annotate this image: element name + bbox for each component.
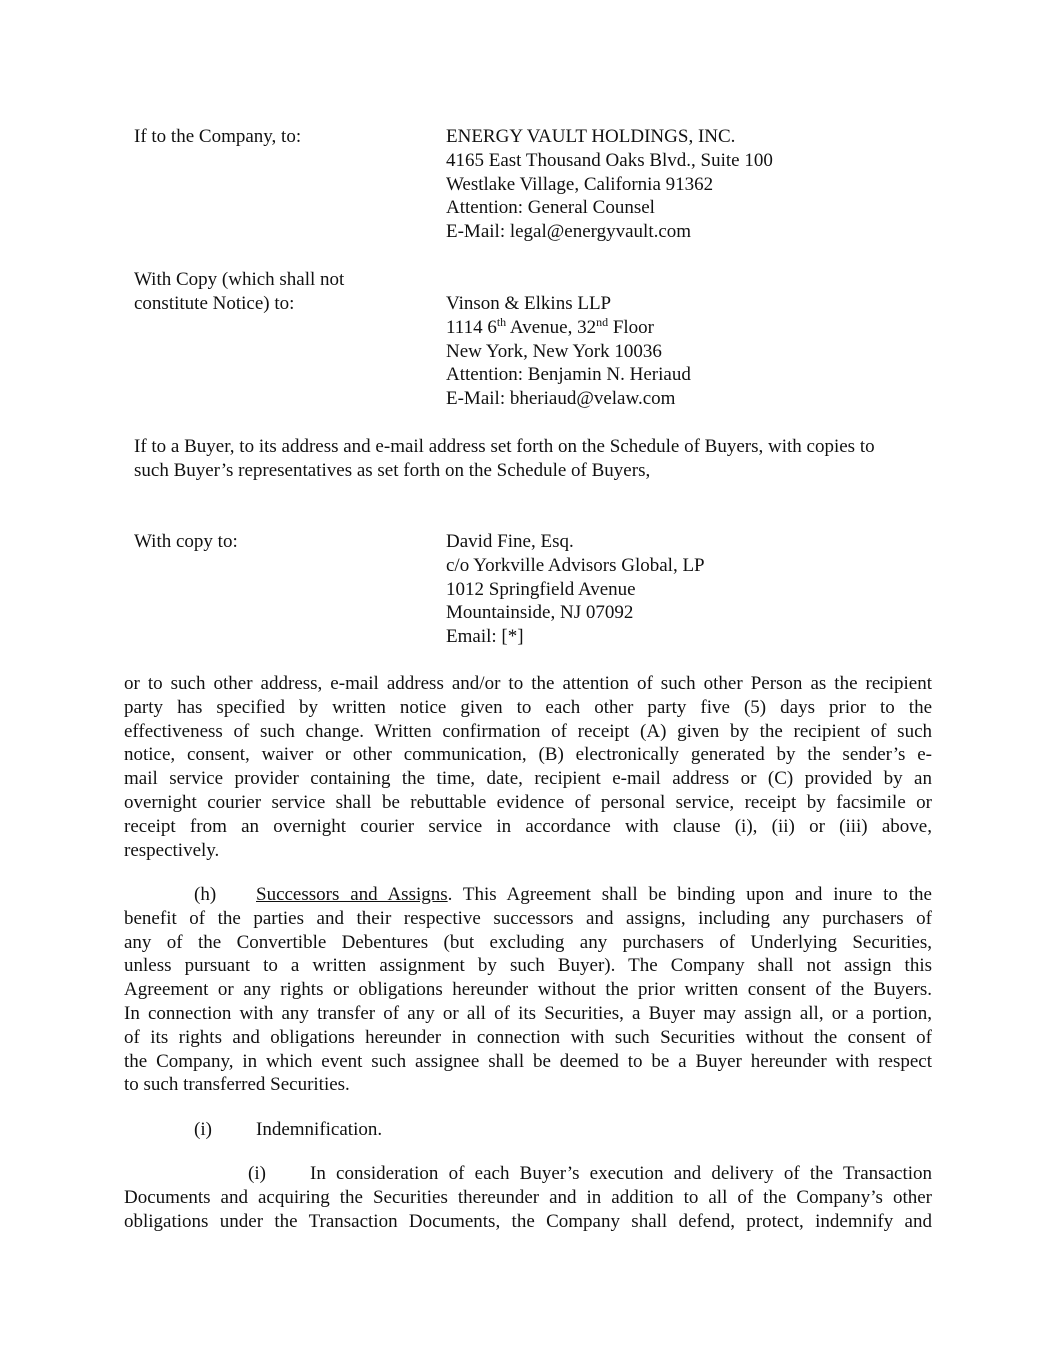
company-street: 4165 East Thousand Oaks Blvd., Suite 100 [446, 149, 773, 171]
company-name: ENERGY VAULT HOLDINGS, INC. [446, 126, 736, 147]
buyer-copy-company: c/o Yorkville Advisors Global, LP [446, 554, 705, 576]
company-copy-label [134, 268, 344, 316]
copy-email: E-Mail: bheriaud@velaw.com [446, 388, 676, 410]
copy-street: 1114 6th Avenue, 32nd Floor [446, 314, 655, 338]
company-address-block [446, 125, 773, 244]
paragraph-line: Documents and acquiring the Securities thereunder and in addition to all of the Company’s other [124, 1186, 932, 1208]
paragraph-line: party has specified by written notice given to each other party five (5) days prior to the [124, 696, 932, 718]
paragraph-line: effectiveness of such change. Written confirmation of receipt (A) given by the recipient of such [124, 720, 932, 742]
section-i-heading: Indemnification. [256, 1119, 383, 1140]
paragraph-line: of its rights and obligations hereunder in connection with such Securities without the consent of [124, 1026, 932, 1048]
paragraph-line: to such transferred Securities. [124, 1074, 350, 1096]
buyer-notice-line2: such Buyer’s representatives as set forth on the Schedule of Buyers, [134, 459, 651, 481]
paragraph-line: or to such other address, e-mail address and/or to the attention of such other Person as the recipient [124, 673, 932, 694]
paragraph-line: receipt from an overnight courier service in accordance with clause (i), (ii) or (iii) above, [124, 815, 932, 837]
copy-attention: Attention: Benjamin N. Heriaud [446, 364, 691, 386]
company-city: Westlake Village, California 91362 [446, 173, 714, 195]
section-h-number: (h) [194, 884, 217, 905]
paragraph-line: any of the Convertible Debentures (but excluding any purchasers of Underlying Securities, [124, 931, 932, 953]
subsection-i [124, 1162, 932, 1233]
buyer-copy-city: Mountainside, NJ 07092 [446, 602, 634, 624]
section-h-first-line [124, 883, 932, 907]
other-address-paragraph [124, 672, 932, 862]
buyer-notice [134, 435, 875, 483]
paragraph-line: notice, consent, waiver or other communication, (B) electronically generated by the sender’s e- [124, 744, 932, 766]
paragraph-line: the Company, in which event such assignee shall be deemed to be a Buyer hereunder with respect [124, 1050, 932, 1072]
buyer-copy-street: 1012 Springfield Avenue [446, 578, 636, 600]
subsection-i-first-line-text: In consideration of each Buyer’s execution and delivery of the Transaction [310, 1163, 932, 1184]
company-attention: Attention: General Counsel [446, 197, 655, 219]
paragraph-line: In connection with any transfer of any or all of its Securities, a Buyer may assign all, or a portion, [124, 1002, 932, 1024]
company-copy-label-line2: constitute Notice) to: [134, 292, 295, 314]
copy-city: New York, New York 10036 [446, 340, 662, 362]
section-h-heading: Successors and Assigns [256, 884, 448, 905]
section-h-first-line-text: . This Agreement shall be binding upon and inure to the [447, 884, 932, 905]
buyer-copy-email: Email: [*] [446, 626, 524, 648]
paragraph-line: mail service provider containing the time, date, recipient e-mail address or (C) provided by an [124, 768, 932, 790]
paragraph-line: overnight courier service shall be rebuttable evidence of personal service, receipt by facsimile or [124, 791, 932, 813]
buyer-copy-name: David Fine, Esq. [446, 531, 574, 552]
paragraph-line: obligations under the Transaction Documents, the Company shall defend, protect, indemnify and [124, 1210, 932, 1232]
section-i-number: (i) [194, 1119, 212, 1140]
buyer-copy-label: With copy to: [134, 531, 238, 552]
subsection-i-number: (i) [248, 1163, 266, 1184]
buyer-copy-address-block [446, 530, 705, 649]
paragraph-line: Agreement or any rights or obligations hereunder without the prior written consent of the Buyers. [124, 979, 932, 1001]
paragraph-line: respectively. [124, 839, 220, 861]
company-email: E-Mail: legal@energyvault.com [446, 221, 692, 243]
paragraph-line: benefit of the parties and their respective successors and assigns, including any purchasers of [124, 907, 932, 929]
buyer-notice-line1: If to a Buyer, to its address and e-mail address set forth on the Schedule of Buyers, with copies to [134, 436, 875, 457]
company-copy-label-line1: With Copy (which shall not [134, 269, 345, 290]
subsection-i-first-line [124, 1162, 932, 1186]
company-copy-address-block [446, 292, 691, 411]
section-i-heading-line [194, 1118, 382, 1142]
section-h [124, 883, 932, 1097]
paragraph-line: unless pursuant to a written assignment by such Buyer). The Company shall not assign this [124, 955, 932, 977]
copy-firm-name: Vinson & Elkins LLP [446, 293, 612, 314]
company-notice-label: If to the Company, to: [134, 126, 302, 147]
